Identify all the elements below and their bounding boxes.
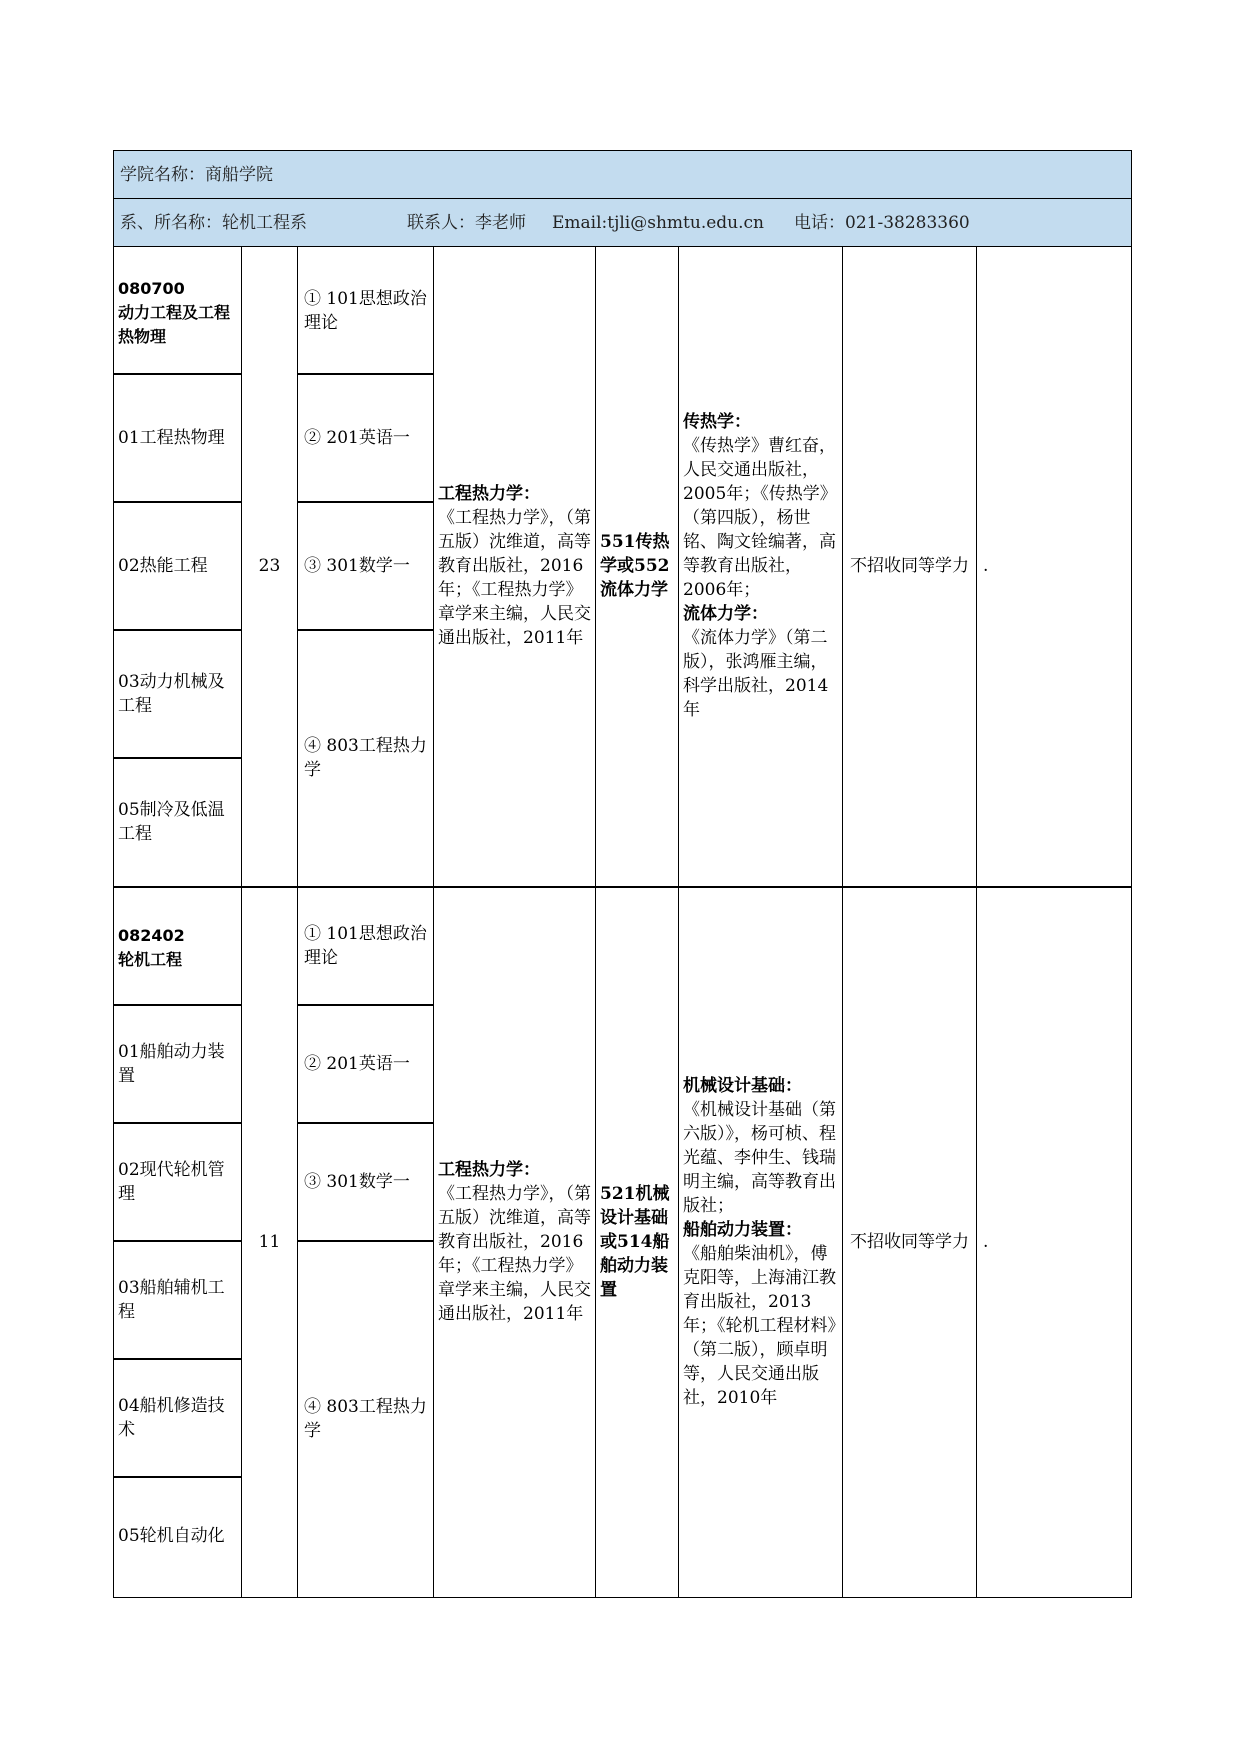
program-title xyxy=(114,247,241,375)
retest-ref-title: 流体力学： xyxy=(683,604,768,625)
exam-subject: ④ 803工程热力学 xyxy=(304,736,427,780)
exam-subject: ① 101思想政治理论 xyxy=(298,888,433,1006)
reference-title: 工程热力学： xyxy=(438,1160,540,1181)
program-row xyxy=(114,247,1132,887)
department-name: 系、所名称：轮机工程系 xyxy=(120,212,307,233)
program-code: 082402 xyxy=(118,925,185,945)
direction-item: 03船舶辅机工程 xyxy=(114,1242,241,1360)
contact-phone: 电话：021-38283360 xyxy=(794,212,970,233)
program-title xyxy=(114,888,241,1006)
retest-subject: 551传热学或552流体力学 xyxy=(596,247,679,887)
exam-subject: ③ 301数学一 xyxy=(298,1124,433,1242)
exam-subject: ① 101思想政治理论 xyxy=(298,247,433,375)
exam-subject: ④ 803工程热力学 xyxy=(304,1397,427,1441)
exam-subject: ② 201英语一 xyxy=(298,375,433,503)
retest-ref-title: 机械设计基础： xyxy=(683,1076,802,1097)
equivalent-degree-policy: 不招收同等学力 xyxy=(843,887,977,1598)
direction-item: 05制冷及低温工程 xyxy=(118,800,225,844)
direction-item: 02热能工程 xyxy=(114,503,241,631)
reference-title: 工程热力学： xyxy=(438,484,540,505)
direction-item: 03动力机械及工程 xyxy=(114,631,241,759)
exam-subject: ② 201英语一 xyxy=(298,1006,433,1124)
retest-ref-body: 《流体力学》（第二版），张鸿雁主编，科学出版社，2014年 xyxy=(683,628,829,721)
remarks: . xyxy=(977,887,1132,1598)
direction-item: 01船舶动力装置 xyxy=(114,1006,241,1124)
retest-ref-title: 船舶动力装置： xyxy=(683,1220,802,1241)
document-page xyxy=(113,150,1131,1599)
college-name: 学院名称：商船学院 xyxy=(120,164,273,185)
remarks: . xyxy=(977,247,1132,887)
program-directions xyxy=(114,887,242,1598)
reference-books xyxy=(434,247,596,887)
direction-item: 05轮机自动化 xyxy=(118,1526,225,1546)
reference-body: 《工程热力学》，（第五版）沈维道，高等教育出版社，2016年；《工程热力学》章学来主编，人民交通出版社，2011年 xyxy=(438,1184,591,1325)
retest-subject: 521机械设计基础或514船舶动力装置 xyxy=(596,887,679,1598)
contact-person: 联系人：李老师 xyxy=(407,212,526,233)
program-row xyxy=(114,887,1132,1598)
reference-body: 《工程热力学》，（第五版）沈维道，高等教育出版社，2016年；《工程热力学》章学来主编，人民交通出版社，2011年 xyxy=(438,508,591,649)
exam-subject: ③ 301数学一 xyxy=(298,503,433,631)
program-directions xyxy=(114,247,242,887)
equivalent-degree-policy: 不招收同等学力 xyxy=(843,247,977,887)
direction-item: 02现代轮机管理 xyxy=(114,1124,241,1242)
retest-ref-body: 《传热学》曹红奋，人民交通出版社，2005年；《传热学》（第四版），杨世铭、陶文铨编著，高等教育出版社，2006年； xyxy=(683,436,837,601)
retest-ref-body: 《机械设计基础（第六版）》，杨可桢、程光蕴、李仲生、钱瑞明主编，高等教育出版社； xyxy=(683,1100,836,1217)
enrollment-table xyxy=(113,150,1132,1598)
contact-email: Email:tjli@shmtu.edu.cn xyxy=(552,212,764,233)
exam-subjects xyxy=(298,887,434,1598)
exam-subjects xyxy=(298,247,434,887)
direction-item: 04船机修造技术 xyxy=(114,1360,241,1478)
college-name-row xyxy=(114,151,1132,199)
enrollment-quota: 11 xyxy=(242,887,298,1598)
retest-ref-title: 传热学： xyxy=(683,412,751,433)
program-code: 080700 xyxy=(118,279,185,298)
retest-ref-body: 《船舶柴油机》，傅克阳等，上海浦江教育出版社，2013年；《轮机工程材料》（第二版），顾卓明等，人民交通出版社，2010年 xyxy=(683,1244,836,1409)
program-name: 轮机工程 xyxy=(118,949,183,969)
retest-references xyxy=(679,247,843,887)
direction-item: 01工程热物理 xyxy=(114,375,241,503)
program-name: 动力工程及工程热物理 xyxy=(118,303,231,346)
department-row xyxy=(114,199,1132,247)
reference-books xyxy=(434,887,596,1598)
retest-references xyxy=(679,887,843,1598)
enrollment-quota: 23 xyxy=(242,247,298,887)
